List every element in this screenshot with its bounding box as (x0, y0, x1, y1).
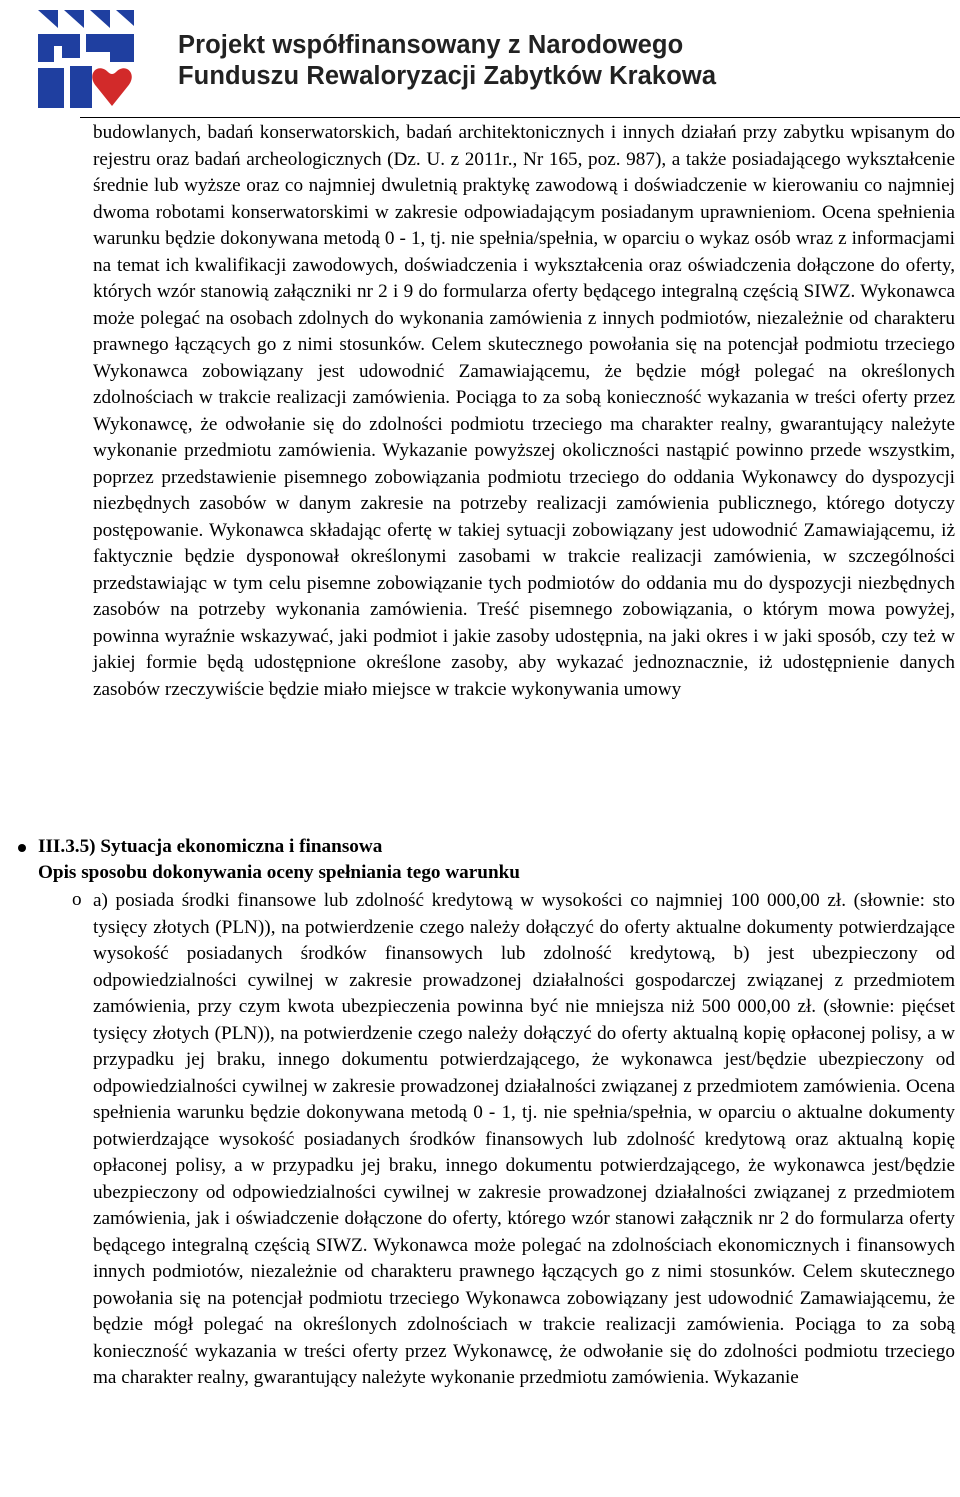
subheading: Opis sposobu dokonywania oceny spełniania tego warunku (38, 862, 520, 883)
paragraph-personnel-requirements: budowlanych, badań konserwatorskich, badań architektonicznych i innych działań przy zabytku wpisanym do rejestru oraz badań archeologicznych (Dz. U. z 2011r., Nr 165, poz. 987), a także posiadającego wykształcenie średnie lub wyższe oraz co najmniej dwuletnią praktykę zawodową i doświadczenie w kierowaniu co najmniej dwoma robotami konserwatorskimi w zakresie odpowiadającym posiadanym uprawnieniom. Ocena spełnienia warunku będzie dokonywana metodą 0 - 1, tj. nie spełnia/spełnia, w oparciu o wykaz osób wraz z informacjami na temat ich kwalifikacji zawodowych, doświadczenia i wykształcenia oraz oświadczenia dołączone do oferty, których wzór stanowią załączniki nr 2 i 9 do formularza oferty będącego integralną częścią SIWZ. Wykonawca może polegać na osobach zdolnych do wykonania zamówienia z innych podmiotów, niezależnie od charakteru prawnego łączących go z nimi stosunków. Celem skutecznego powołania się na potencjał podmiotu trzeciego Wykonawca zobowiązany jest udowodnić Zamawiającemu, że będzie mógł polegać na określonych zdolnościach w trakcie realizacji zamówienia. Pociąga to za sobą konieczność wykazania w treści oferty przez Wykonawcę, że odwołanie się do zdolności podmiotu trzeciego ma charakter realny, gwarantujący należyte wykonanie przedmiotu zamówienia. Wykazanie powyższej okoliczności nastąpić powinno przede wszystkim, poprzez przedstawienie pisemnego zobowiązania podmiotu trzeciego do oddania Wykonawcy do dyspozycji niezbędnych zasobów w danym zakresie na potrzeby realizacji zamówienia publicznego, którego dotyczy postępowanie. Wykonawca składając ofertę w takiej sytuacji zobowiązany jest udowodnić Zamawiającemu, iż faktycznie będzie dysponował określonymi zasobami w trakcie realizacji zamówienia, w szczególności przedstawiając w tym celu pisemne zobowiązanie tych podmiotów do oddania mu do dyspozycji niezbędnych zasobów na potrzeby wykonania zamówienia. Treść pisemnego zobowiązania, o którym mowa powyżej, powinna wyraźnie wskazywać, jaki podmiot i jakie zasoby udostępnia, na jaki okres i w jaki sposób, czy też w jakiej formie będą udostępnione określone zasoby, aby wykazać jednoznacznie, iż udostępnienie danych zasobów rzeczywiście będzie miało miejsce w trakcie wykonywania umowy (93, 122, 955, 700)
section-heading: III.3.5) Sytuacja ekonomiczna i finansowa (38, 836, 383, 857)
bullet-dot (18, 844, 26, 852)
project-title (178, 30, 716, 92)
fundusz-logo-icon (34, 6, 138, 112)
header-divider (80, 117, 960, 118)
project-title-line1: Projekt współfinansowany z Narodowego (178, 31, 684, 59)
paragraph-financial-requirements: a) posiada środki finansowe lub zdolność kredytową w wysokości co najmniej 100 000,00 zł. (słownie: sto tysięcy złotych (PLN)), na potwierdzenie czego należy dołączyć do oferty aktualne dokumenty potwierdzające wysokość posiadanych środków finansowych lub zdolność kredytową, b) jest ubezpieczony od odpowiedzialności cywilnej w zakresie prowadzonej działalności gospodarczej związanej z przedmiotem zamówienia, przy czym kwota ubezpieczenia powinna być nie mniejsza niż 500 000,00 zł. (słownie: pięćset tysięcy złotych (PLN)), na potwierdzenie czego należy dołączyć do oferty aktualną kopię opłaconej polisy, a w przypadku jej braku, innego dokumentu potwierdzającego, że wykonawca jest/będzie ubezpieczony od odpowiedzialności cywilnej w zakresie prowadzonej działalności związanej z przedmiotem zamówienia. Ocena spełnienia warunku będzie dokonywana metodą 0 - 1, tj. nie spełnia/spełnia, w oparciu o aktualne dokumenty potwierdzające wysokość posiadanych środków finansowych lub zdolność kredytową oraz aktualną kopię opłaconej polisy, a w przypadku jej braku, innego dokumentu potwierdzającego, że wykonawca jest/będzie ubezpieczony od odpowiedzialności cywilnej w zakresie prowadzonej działalności związanej z przedmiotem zamówienia, jak i oświadczenie dołączone do oferty, którego wzór stanowi załącznik nr 2 do formularza oferty będącego integralną częścią SIWZ. Wykonawca może polegać na zdolnościach ekonomicznych i finansowych innych podmiotów, niezależnie od charakteru prawnego łączących go z nimi stosunków. Celem skutecznego powołania się na potencjał podmiotu trzeciego Wykonawca zobowiązany jest udowodnić Zamawiającemu, że będzie mógł polegać na określonych zdolnościach w trakcie realizacji zamówienia. Pociąga to za sobą konieczność wykazania w treści oferty przez Wykonawcę, że odwołanie się do zdolności podmiotu trzeciego ma charakter realny, gwarantujący należyte wykonanie przedmiotu zamówienia. Wykazanie (93, 890, 955, 1388)
page-header (0, 0, 960, 120)
project-title-line2: Funduszu Rewaloryzacji Zabytków Krakowa (178, 62, 717, 90)
sub-bullet: o (72, 889, 82, 910)
